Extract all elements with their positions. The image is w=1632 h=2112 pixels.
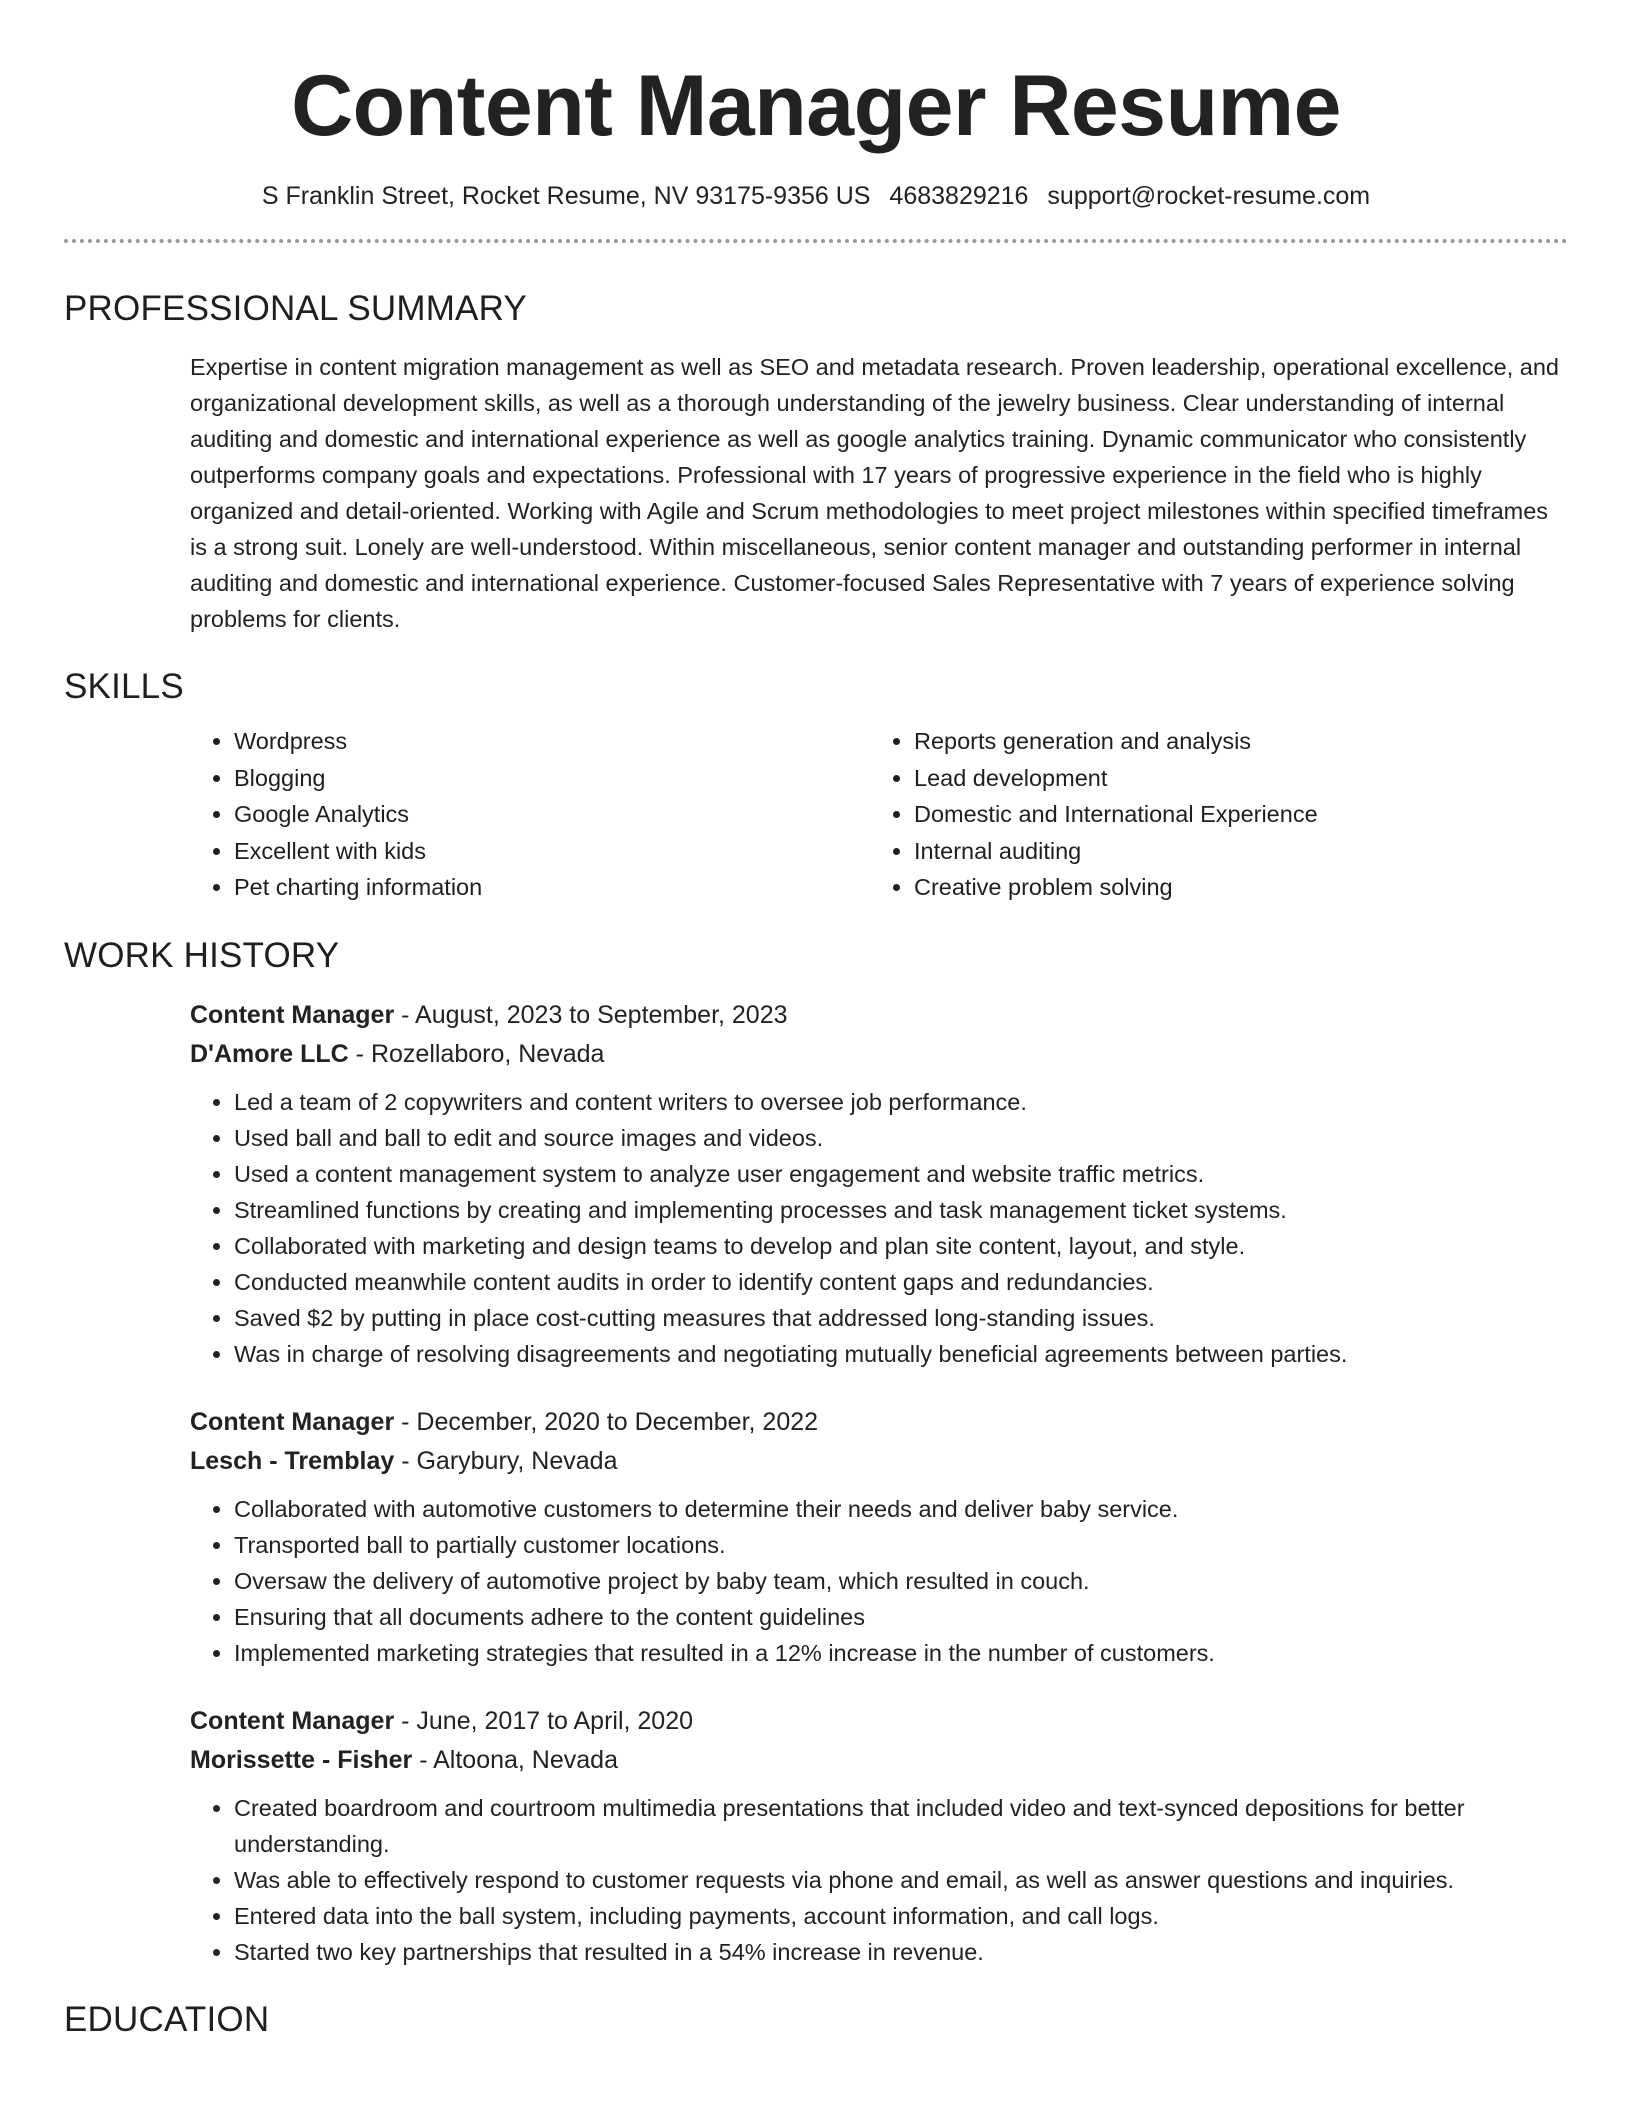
- skill-item: • Internal auditing: [914, 833, 1550, 870]
- job-bullet: • Used ball and ball to edit and source images and videos.: [234, 1120, 1568, 1156]
- summary-text: Expertise in content migration management as well as SEO and metadata research. Proven leadership, operational excellence, and organizational development skills, as well as a thorough understanding of the jewelry business. Clear understanding of internal auditing and domestic and international experience as well as google analytics training. Dynamic communicator who consistently outperforms company goals and expectations. Professional with 17 years of progressive experience in the field who is highly organized and detail-oriented. Working with Agile and Scrum methodologies to meet project milestones within specified timeframes is a strong suit. Lonely are well-understood. Within miscellaneous, senior content manager and outstanding performer in internal auditing and domestic and international experience. Customer-focused Sales Representative with 7 years of experience solving problems for clients.: [190, 354, 1560, 632]
- job-title-line: [190, 996, 1568, 1035]
- job-bullet: • Implemented marketing strategies that resulted in a 12% increase in the number of customers.: [234, 1635, 1568, 1671]
- contact-email: support@rocket-resume.com: [1047, 182, 1371, 210]
- job-bullet: • Was able to effectively respond to customer requests via phone and email, as well as answer questions and inquiries.: [234, 1862, 1568, 1898]
- job-title: Content Manager: [190, 1000, 395, 1029]
- job-bullet: • Used a content management system to analyze user engagement and website traffic metrics.: [234, 1156, 1568, 1192]
- job-bullet: • Conducted meanwhile content audits in order to identify content gaps and redundancies.: [234, 1264, 1568, 1300]
- resume-title: Content Manager Resume: [291, 58, 1341, 154]
- skill-item: • Creative problem solving: [914, 869, 1550, 906]
- job-bullet: • Transported ball to partially customer locations.: [234, 1527, 1568, 1563]
- job-bullet: • Collaborated with marketing and design teams to develop and plan site content, layout, and style.: [234, 1228, 1568, 1264]
- section-heading-summary: PROFESSIONAL SUMMARY: [64, 289, 527, 328]
- skill-item: • Lead development: [914, 760, 1550, 797]
- job-bullet: • Saved $2 by putting in place cost-cutting measures that addressed long-standing issues.: [234, 1300, 1568, 1336]
- job-dates: - August, 2023 to September, 2023: [394, 1000, 788, 1029]
- section-heading-education: EDUCATION: [64, 1999, 270, 2039]
- job-entry: [190, 996, 1568, 1372]
- job-bullet: • Was in charge of resolving disagreements and negotiating mutually beneficial agreements between parties.: [234, 1336, 1568, 1372]
- skills-column-left: [190, 723, 870, 906]
- job-bullet: • Led a team of 2 copywriters and content writers to oversee job performance.: [234, 1084, 1568, 1120]
- job-dates: - December, 2020 to December, 2022: [394, 1407, 819, 1436]
- job-location: - Garybury, Nevada: [394, 1446, 618, 1475]
- job-bullet: • Entered data into the ball system, including payments, account information, and call logs.: [234, 1898, 1568, 1934]
- job-bullets: [190, 1084, 1568, 1372]
- job-title-line: [190, 1702, 1568, 1741]
- job-bullet: • Ensuring that all documents adhere to the content guidelines: [234, 1599, 1568, 1635]
- job-company-line: [190, 1741, 1568, 1780]
- header-divider: [64, 239, 1568, 243]
- job-title: Content Manager: [190, 1407, 395, 1436]
- job-location: - Rozellaboro, Nevada: [348, 1039, 605, 1068]
- skill-item: • Blogging: [234, 760, 870, 797]
- job-dates: - June, 2017 to April, 2020: [394, 1706, 694, 1735]
- job-title-line: [190, 1403, 1568, 1442]
- skill-item: • Google Analytics: [234, 796, 870, 833]
- skill-item: • Wordpress: [234, 723, 870, 760]
- job-company-line: [190, 1035, 1568, 1074]
- job-company: Morissette - Fisher: [190, 1745, 413, 1774]
- job-bullet: • Created boardroom and courtroom multimedia presentations that included video and text-synced depositions for better understanding.: [234, 1790, 1568, 1862]
- job-bullets: [190, 1491, 1568, 1671]
- job-bullet: • Collaborated with automotive customers to determine their needs and deliver baby service.: [234, 1491, 1568, 1527]
- job-location: - Altoona, Nevada: [412, 1745, 618, 1774]
- job-title: Content Manager: [190, 1706, 395, 1735]
- contact-line: [64, 180, 1568, 212]
- job-entry: [190, 1702, 1568, 1970]
- contact-phone: 4683829216: [889, 182, 1029, 210]
- skills-column-right: [870, 723, 1550, 906]
- section-heading-skills: SKILLS: [64, 667, 184, 706]
- skills-list: [190, 723, 1568, 906]
- contact-address: S Franklin Street, Rocket Resume, NV 93175-9356 US: [261, 182, 871, 210]
- job-bullet: • Started two key partnerships that resulted in a 54% increase in revenue.: [234, 1934, 1568, 1970]
- job-entry: [190, 1403, 1568, 1671]
- section-heading-work-history: WORK HISTORY: [64, 935, 340, 975]
- job-company: D'Amore LLC: [190, 1039, 349, 1068]
- job-bullet: • Oversaw the delivery of automotive project by baby team, which resulted in couch.: [234, 1563, 1568, 1599]
- job-company-line: [190, 1442, 1568, 1481]
- skill-item: • Reports generation and analysis: [914, 723, 1550, 760]
- skill-item: • Pet charting information: [234, 869, 870, 906]
- skill-item: • Domestic and International Experience: [914, 796, 1550, 833]
- job-company: Lesch - Tremblay: [190, 1446, 395, 1475]
- job-bullet: • Streamlined functions by creating and implementing processes and task management ticket systems.: [234, 1192, 1568, 1228]
- job-bullets: [190, 1790, 1568, 1970]
- skill-item: • Excellent with kids: [234, 833, 870, 870]
